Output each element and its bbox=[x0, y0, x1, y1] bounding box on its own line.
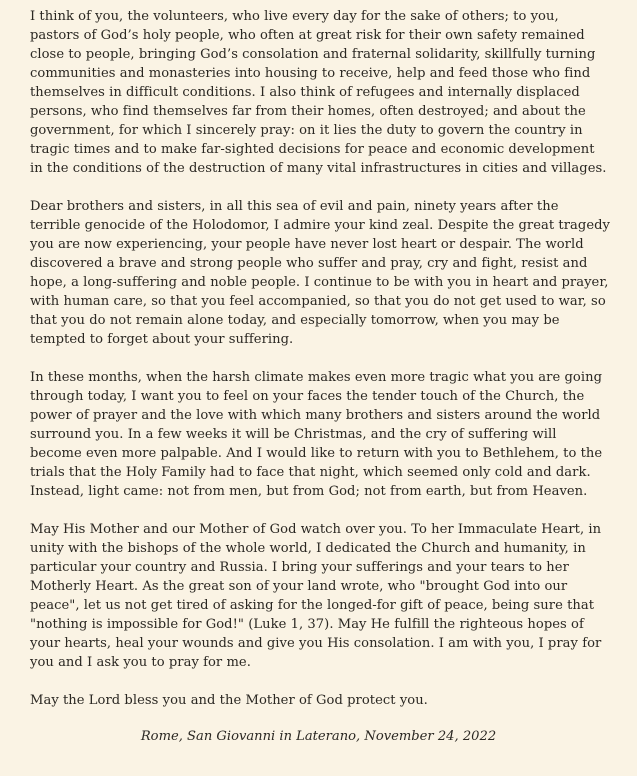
paragraph-brothers-sisters: Dear brothers and sisters, in all this sea of evil and pain, ninety years after the terrible genocide of the Holodomor, I admire your kind zeal. Despite the great tragedy you are now experiencing, your people have never lost heart or despair. The world discovered a brave and strong people who suffer and pray, cry and fight, resist and hope, a long-suffering and noble people. I continue to be with you in heart and prayer, with human care, so that you feel accompanied, so that you do not get used to war, so that you do not remain alone today, and especially tomorrow, when you may be tempted to forget about your suffering. bbox=[30, 199, 611, 347]
paragraph-mother-of-god: May His Mother and our Mother of God watch over you. To her Immaculate Heart, in unity with the bishops of the whole world, I dedicated the Church and humanity, in particular your country and Russia. I bring your sufferings and your tears to her Motherly Heart. As the great son of your land wrote, who "brought God into our peace", let us not get tired of asking for the longed-for gift of peace, being sure that "nothing is impossible for God!" (Luke 1, 37). May He fulfill the righteous hopes of your hearts, heal your wounds and give you His consolation. I am with you, I pray for you and I ask you to pray for me. bbox=[30, 522, 602, 670]
letter-body bbox=[30, 7, 610, 729]
paragraph-blessing: May the Lord bless you and the Mother of God protect you. bbox=[30, 693, 428, 708]
paragraph-volunteers: I think of you, the volunteers, who live every day for the sake of others; to you, pastors of God’s holy people, who often at great risk for their own safety remained close to people, bringing God’s consolation and fraternal solidarity, skillfully turning communities and monasteries into housing to receive, help and feed those who find themselves in difficult conditions. I also think of refugees and internally displaced persons, who find themselves far from their homes, often destroyed; and about the government, for which I sincerely pray: on it lies the duty to govern the country in tragic times and to make far-sighted decisions for peace and economic development in the conditions of the destruction of many vital infrastructures in cities and villages. bbox=[30, 9, 607, 176]
letter-signoff: Rome, San Giovanni in Laterano, November 24, 2022 bbox=[140, 729, 497, 744]
paragraph-christmas: In these months, when the harsh climate makes even more tragic what you are going through today, I want you to feel on your faces the tender touch of the Church, the power of prayer and the love with which many brothers and sisters around the world surround you. In a few weeks it will be Christmas, and the cry of suffering will become even more palpable. And I would like to return with you to Bethlehem, to the trials that the Holy Family had to face that night, which seemed only cold and dark. Instead, light came: not from men, but from God; not from earth, but from Heaven. bbox=[30, 370, 603, 499]
